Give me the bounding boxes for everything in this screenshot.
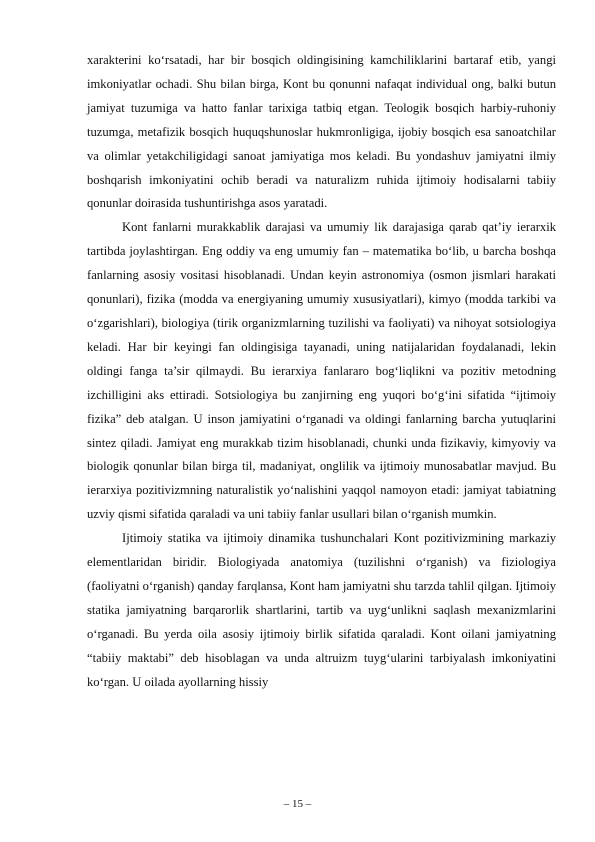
- paragraph-3: Ijtimoiy statika va ijtimoiy dinamika tushunchalari Kont pozitivizmining markaziy elementlaridan biridir. Biologiyada anatomiya (tuzilishni o‘rganish) va fiziologiya (faoliyatni o‘rganish) qanday farqlansa, Kont ham jamiyatni shu tarzda tahlil qilgan. Ijtimoiy statika jamiyatning barqarorlik shartlarini, tartib va uyg‘unlikni saqlash mexanizmlarini o‘rganadi. Bu yerda oila asosiy ijtimoiy birlik sifatida qaraladi. Kont oilani jamiyatning “tabiiy maktabi” deb hisoblagan va unda altruizm tuyg‘ularini tarbiyalash imkoniyatini ko‘rgan. U oilada ayollarning hissiy: [87, 531, 556, 689]
- paragraph-2: Kont fanlarni murakkablik darajasi va umumiy lik darajasiga qarab qat’iy ierarxik tartibda joylashtirgan. Eng oddiy va eng umumiy fan – matematika bo‘lib, u barcha boshqa fanlarning asosiy vositasi hisoblanadi. Undan keyin astronomiya (osmon jismlari harakati qonunlari), fizika (modda va energiyaning umumiy xususiyatlari), kimyo (modda tarkibi va o‘zgarishlari), biologiya (tirik organizmlarning tuzilishi va faoliyati) va nihoyat sotsiologiya keladi. Har bir keyingi fan oldingisiga tayanadi, uning natijalaridan foydalanadi, lekin oldingi fanga ta’sir qilmaydi. Bu ierarxiya fanlararo bog‘liqlikni va pozitiv metodning izchilligini aks ettiradi. Sotsiologiya bu zanjirning eng yuqori bo‘g‘ini sifatida “ijtimoiy fizika” deb atalgan. U inson jamiyatini o‘rganadi va oldingi fanlarning barcha yutuqlarini sintez qiladi. Jamiyat eng murakkab tizim hisoblanadi, chunki unda fizikaviy, kimyoviy va biologik qonunlar bilan birga til, madaniyat, onglilik va ijtimoiy munosabatlar mavjud. Bu ierarxiya pozitivizmning naturalistik yo‘nalishini yaqqol namoyon etadi: jamiyat tabiatning uzviy qismi sifatida qaraladi va uni tabiiy fanlar usullari bilan o‘rganish mumkin.: [87, 220, 556, 522]
- paragraph-1: xarakterini ko‘rsatadi, har bir bosqich oldingisining kamchiliklarini bartaraf etib, yangi imkoniyatlar ochadi. Shu bilan birga, Kont bu qonunni nafaqat individual ong, balki butun jamiyat tuzumiga va hatto fanlar tarixiga tatbiq etgan. Teologik bosqich harbiy-ruhoniy tuzumga, metafizik bosqich huquqshunoslar hukmronligiga, ijobiy bosqich esa sanoatchilar va olimlar yetakchiligidagi sanoat jamiyatiga mos keladi. Bu yondashuv jamiyatni ilmiy boshqarish imkoniyatini ochib beradi va naturalizm ruhida ijtimoiy hodisalarni tabiiy qonunlar doirasida tushuntirishga asos yaratadi.: [87, 53, 556, 211]
- document-page: [87, 49, 556, 694]
- page-number: – 15 –: [283, 798, 312, 810]
